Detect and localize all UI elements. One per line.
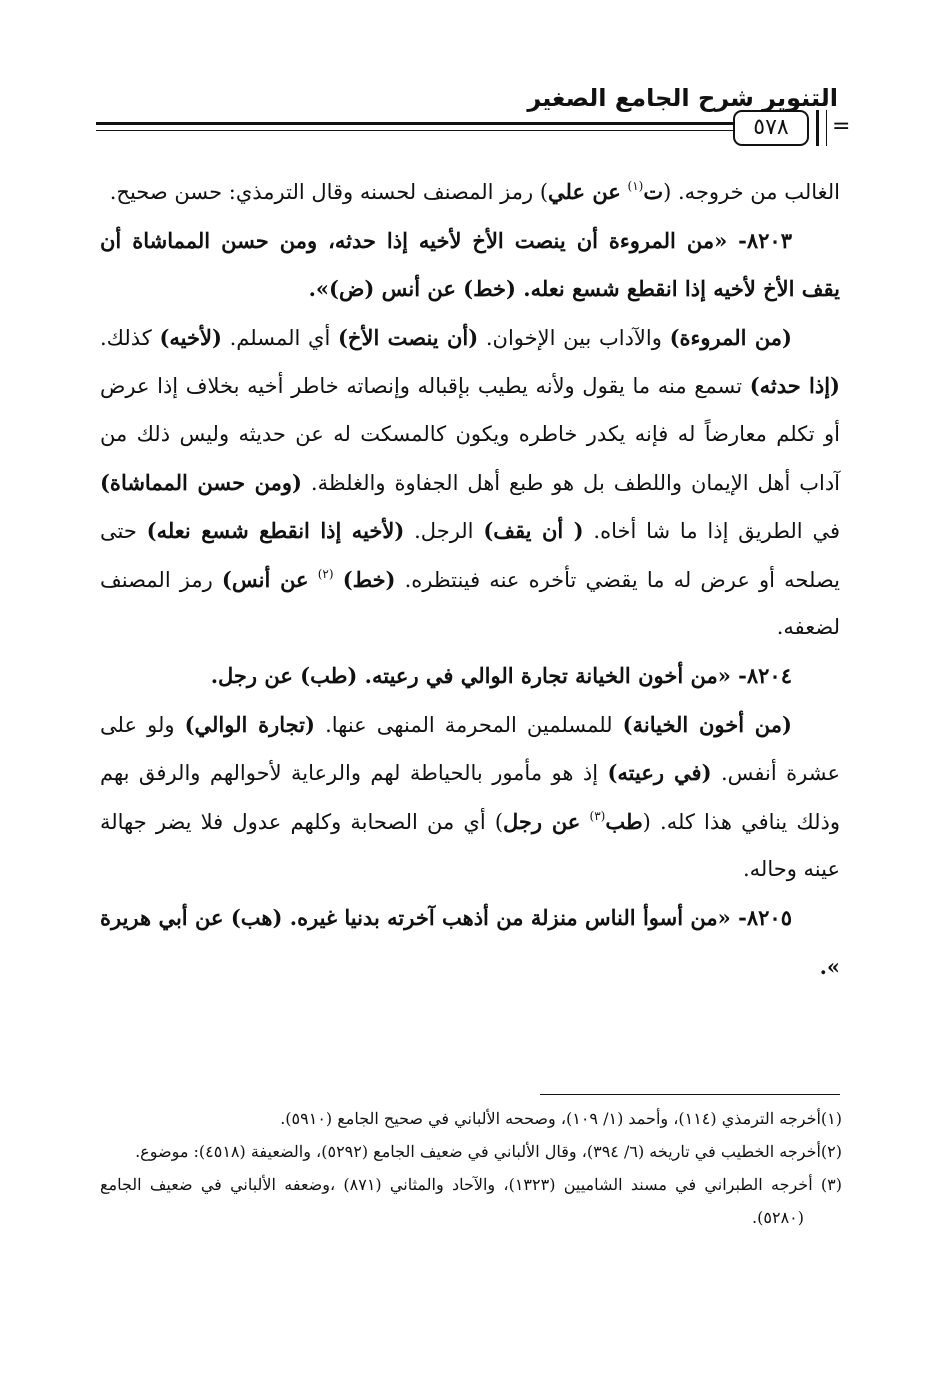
quoted-phrase: (تجارة الوالي) bbox=[184, 711, 315, 737]
text-run: في الطريق إذا ما شا أخاه. bbox=[583, 519, 841, 544]
hadith-8203 bbox=[100, 217, 840, 314]
hadith-text: ٨٢٠٣- «من المروءة أن ينصت الأخ لأخيه إذا حدثه، ومن حسن المماشاة أن يقف الأخ لأخيه إذا انقطع شسع نعله. (خط) عن أنس (ض)». bbox=[100, 227, 840, 302]
quoted-phrase: (إذا حدثه) bbox=[749, 373, 840, 399]
source-code: (خط) bbox=[342, 566, 396, 592]
quoted-phrase: (من أخون الخيانة) bbox=[622, 711, 792, 737]
text-run: تسمع منه ما يقول ولأنه يطيب بإقباله وإنصاته خاطر أخيه بخلاف إذا عرض أو تكلم معارضاً له فإنه يكدر خاطره ويكون كالمسكت له عن حديثه وليس ذلك من آداب أهل الإيمان واللطف بل هو طبع أهل الجفاوة والغلظة. bbox=[100, 374, 841, 495]
footnote-3 bbox=[100, 1168, 842, 1234]
text-run: الغالب من خروجه. ( bbox=[663, 180, 840, 204]
hadith-8204 bbox=[100, 652, 840, 701]
quoted-phrase: (ومن حسن المماشاة) bbox=[100, 469, 302, 495]
footnote-text: أخرجه الطبراني في مسند الشاميين (١٣٢٣)، والآحاد والمثاني (٨٧١) ،وضعفه الألباني في ضعيف الجامع (٥٢٨٠). bbox=[100, 1175, 821, 1227]
footnote-ref-2: (٢) bbox=[317, 566, 334, 581]
quoted-phrase: (من المروءة) bbox=[669, 324, 792, 350]
quoted-phrase: ( أن يقف) bbox=[483, 518, 584, 544]
narrator: عن علي bbox=[548, 179, 621, 204]
footnote-separator bbox=[540, 1094, 840, 1095]
text-run: إذ هو مأمور بالحياطة لهم والرعاية لأحوالهم والرفق بهم وذلك ينافي هذا كله. ( bbox=[100, 761, 840, 834]
paragraph-1 bbox=[100, 168, 840, 217]
footnote-ref-3: (٣) bbox=[589, 808, 606, 823]
source-code: طب bbox=[605, 808, 643, 834]
running-title: التنوير شرح الجامع الصغير bbox=[527, 84, 838, 112]
header-rule-thick bbox=[96, 122, 734, 125]
footnote-ref-1: (١) bbox=[627, 179, 644, 193]
footnote-number: (٣) bbox=[820, 1175, 842, 1194]
page-number: ٥٧٨ bbox=[733, 110, 809, 146]
footnote-number: (٢) bbox=[820, 1142, 842, 1161]
text-run: والآداب بين الإخوان. bbox=[478, 325, 670, 350]
text-run: الرجل. bbox=[404, 519, 484, 544]
text-run: ولو على عشرة أنفس. bbox=[100, 712, 840, 786]
quoted-phrase: (في رعيته) bbox=[607, 760, 712, 786]
hadith-8205 bbox=[100, 894, 840, 991]
main-text bbox=[100, 168, 840, 991]
text-run: أي المسلم. bbox=[221, 325, 338, 350]
header-rule-thin bbox=[96, 130, 734, 131]
commentary-8204 bbox=[100, 701, 840, 894]
text-run: كذلك. bbox=[100, 325, 160, 350]
footnote-number: (١) bbox=[820, 1109, 842, 1128]
footnote-text: أخرجه الترمذي (١١٤)، وأحمد (١/ ١٠٩)، وصححه الألباني في صحيح الجامع (٥٩١٠). bbox=[280, 1109, 821, 1128]
text-run: للمسلمين المحرمة المنهى عنها. bbox=[314, 712, 623, 737]
narrator: عن رجل bbox=[503, 808, 581, 834]
page-number-ornament bbox=[816, 110, 827, 146]
quoted-phrase: (أن ينصت الأخ) bbox=[337, 324, 479, 350]
continuation-mark: = bbox=[832, 114, 851, 139]
text-run: حتى يصلحه أو عرض له ما يقضي تأخره عنه فينتظره. bbox=[100, 519, 840, 592]
quoted-phrase: (لأخيه إذا انقطع شسع نعله) bbox=[146, 518, 405, 544]
narrator: عن أنس) bbox=[221, 566, 309, 592]
source-code: ت bbox=[643, 179, 664, 204]
hadith-text: ٨٢٠٥- «من أسوأ الناس منزلة من أذهب آخرته بدنيا غيره. (هب) عن أبي هريرة ». bbox=[100, 904, 840, 979]
hadith-text: ٨٢٠٤- «من أخون الخيانة تجارة الوالي في رعيته. (طب) عن رجل. bbox=[210, 662, 792, 688]
footnote-2 bbox=[100, 1135, 842, 1168]
footnote-1 bbox=[100, 1102, 842, 1135]
quoted-phrase: (لأخيه) bbox=[159, 324, 222, 350]
text-run: رمز المصنف لضعفه. bbox=[100, 567, 840, 640]
footnotes bbox=[100, 1102, 842, 1234]
commentary-8203 bbox=[100, 314, 840, 652]
footnote-text: أخرجه الخطيب في تاريخه (٦/ ٣٩٤)، وقال الألباني في ضعيف الجامع (٥٢٩٢)، والضعيفة (٤٥١٨): موضوع. bbox=[135, 1142, 821, 1161]
text-run: ) رمز المصنف لحسنه وقال الترمذي: حسن صحيح. bbox=[109, 180, 549, 204]
text-run: ) أي من الصحابة وكلهم عدول فلا يضر جهالة عينه وحاله. bbox=[100, 809, 840, 882]
